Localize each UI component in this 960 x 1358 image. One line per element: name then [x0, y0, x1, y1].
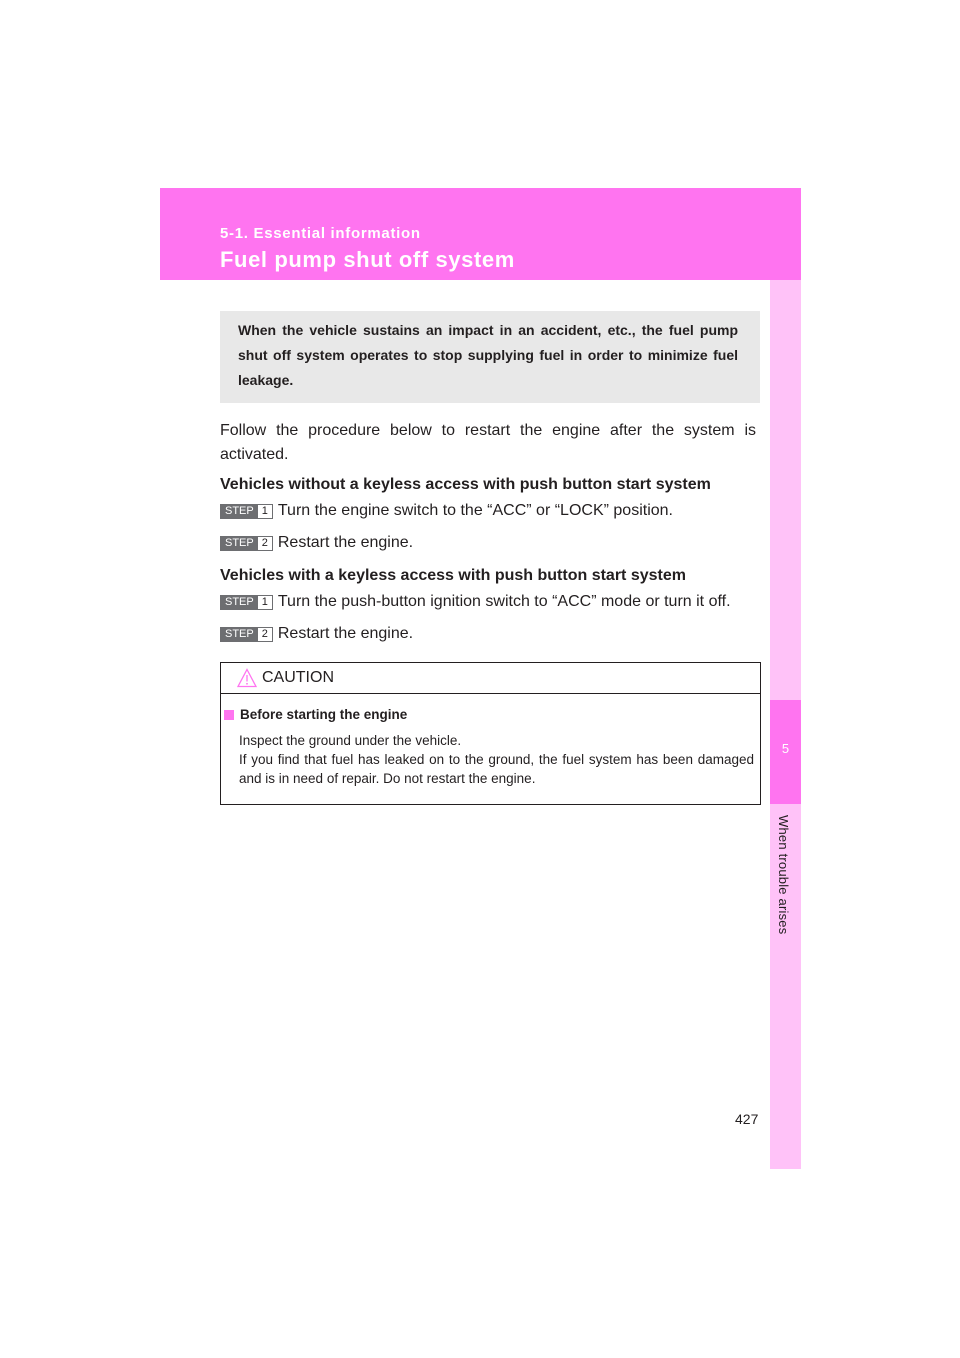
step-badge	[220, 536, 273, 551]
chapter-name: When trouble arises	[776, 815, 791, 935]
caution-subheading	[224, 707, 407, 722]
page-title: Fuel pump shut off system	[220, 247, 515, 272]
step-label: STEP	[221, 505, 258, 518]
square-bullet-icon	[224, 710, 234, 720]
caution-title: CAUTION	[262, 669, 334, 686]
step-number: 1	[258, 596, 272, 609]
caution-header	[221, 663, 760, 694]
step-text: Restart the engine.	[277, 534, 414, 551]
chapter-number: 5	[781, 741, 790, 756]
step-text: Turn the engine switch to the “ACC” or “LOCK” position.	[277, 502, 673, 519]
step-badge	[220, 627, 273, 642]
body-text: Follow the procedure below to restart the engine after the system is activated.	[220, 422, 756, 463]
section-label: 5-1. Essential information	[220, 225, 421, 242]
step-badge	[220, 504, 273, 519]
caution-box	[220, 662, 761, 805]
step-number: 2	[258, 537, 272, 550]
group-heading-without-keyless: Vehicles without a keyless access with push button start system	[220, 476, 711, 493]
step-number: 2	[258, 628, 272, 641]
step-text: Restart the engine.	[277, 625, 414, 642]
step-item	[220, 594, 731, 610]
caution-subheading-text: Before starting the engine	[240, 707, 408, 722]
page-number: 427	[735, 1111, 759, 1127]
step-text: Turn the push-button ignition switch to “ACC” mode or turn it off.	[277, 593, 731, 610]
step-number: 1	[258, 505, 272, 518]
step-item	[220, 626, 413, 642]
step-item	[220, 535, 413, 551]
step-item	[220, 503, 673, 519]
step-label: STEP	[221, 596, 258, 609]
step-label: STEP	[221, 628, 258, 641]
intro-text: When the vehicle sustains an impact in an accident, etc., the fuel pump shut off system operates to stop supplying fuel in order to minimize fuel leakage.	[238, 322, 738, 388]
step-badge	[220, 595, 273, 610]
caution-line-1: Inspect the ground under the vehicle.	[239, 733, 462, 748]
warning-triangle-icon	[237, 668, 257, 693]
group-heading-with-keyless: Vehicles with a keyless access with push button start system	[220, 567, 686, 584]
step-label: STEP	[221, 537, 258, 550]
caution-line-2: If you find that fuel has leaked on to the ground, the fuel system has been damaged and is in need of repair. Do not restart the engine.	[239, 752, 754, 786]
